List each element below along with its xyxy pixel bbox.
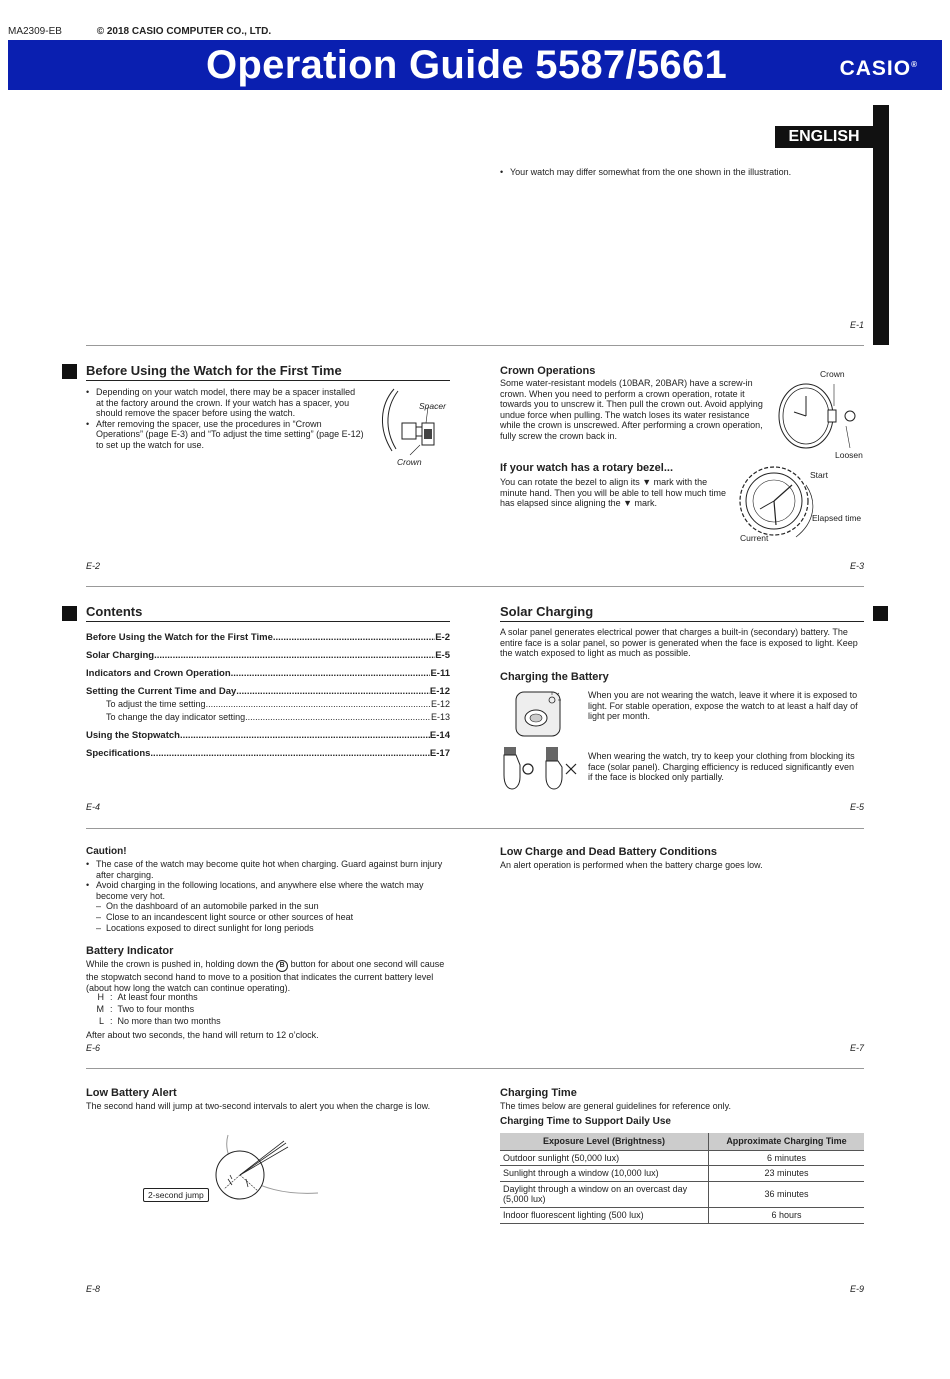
battery-level-row	[96, 992, 221, 1004]
battery-level-key: L	[98, 1016, 104, 1026]
battery-level-sep: :	[110, 1004, 113, 1014]
registered-mark: ®	[911, 60, 918, 69]
charging-text-1: When you are not wearing the watch, leave it where it is exposed to light. For stable operation, expose the watch to at least a half day of light per month.	[588, 690, 858, 722]
column-header: Exposure Level (Brightness)	[500, 1133, 709, 1150]
solar-charging-intro: A solar panel generates electrical power that charges a built-in (secondary) battery. The entire face is a solar panel, so power is generated when the face is exposed to light. Keep the watch exposed to light as much as possible.	[500, 627, 858, 659]
current-label: Current	[740, 533, 769, 543]
toc-leader	[150, 748, 430, 760]
two-second-jump-illustration	[210, 1133, 330, 1207]
battery-level-sep: :	[110, 992, 113, 1002]
charging-time-text: The times below are general guidelines for reference only.	[500, 1101, 731, 1111]
toc-entry[interactable]	[86, 748, 450, 760]
heading-battery-indicator: Battery Indicator	[86, 945, 174, 957]
table-row	[500, 1208, 864, 1224]
toc-entry-page: E-11	[430, 668, 450, 679]
section-marker	[62, 606, 77, 621]
battery-text-part: button for about one second will cause the stopwatch second hand to move to a position that indicates the current battery level (about how long the watch can continue operating).	[86, 959, 445, 993]
toc-entry-label: Solar Charging	[86, 650, 155, 661]
doc-id: MA2309-EB	[8, 26, 62, 37]
table-cell: Sunlight through a window (10,000 lux)	[500, 1166, 709, 1182]
toc-entry-page: E-5	[435, 650, 450, 661]
table-cell: Daylight through a window on an overcast day (5,000 lux)	[500, 1181, 709, 1207]
toc-subentry[interactable]	[86, 699, 450, 711]
heading-crown-operations: Crown Operations	[500, 365, 596, 377]
crown-label-e3: Crown	[820, 369, 845, 379]
divider	[86, 345, 864, 346]
section-marker	[62, 364, 77, 379]
toc-leader	[154, 650, 435, 662]
toc-entry-page: E-13	[430, 712, 450, 722]
toc-entry-page: E-12	[429, 686, 450, 697]
toc-entry-label: Indicators and Crown Operation	[86, 668, 231, 679]
copyright: © 2018 CASIO COMPUTER CO., LTD.	[96, 26, 272, 37]
battery-level-text: No more than two months	[117, 1016, 221, 1026]
illustration-note	[500, 167, 860, 178]
page-number-e3: E-3	[850, 561, 865, 571]
battery-level-row	[96, 1016, 221, 1028]
toc-entry[interactable]	[86, 730, 450, 742]
caution-bullet: • Avoid charging in the following locations, and anywhere else where the watch may become very hot.	[86, 880, 450, 901]
caution-list	[86, 859, 450, 901]
caution-location: – Locations exposed to direct sunlight for long periods	[96, 923, 450, 934]
low-battery-alert-text: The second hand will jump at two-second intervals to alert you when the charge is low.	[86, 1101, 431, 1111]
column-header: Approximate Charging Time	[709, 1133, 865, 1150]
caution-block	[86, 859, 450, 933]
heading-rotary-bezel: If your watch has a rotary bezel...	[500, 462, 673, 474]
toc-entry-label: To change the day indicator setting	[106, 712, 246, 722]
battery-return-text: After about two seconds, the hand will return to 12 o’clock.	[86, 1030, 319, 1040]
battery-level-text: Two to four months	[117, 1004, 195, 1014]
caution-location-list	[86, 901, 450, 933]
heading-daily-use: Charging Time to Support Daily Use	[500, 1116, 671, 1127]
before-using-list	[86, 387, 364, 451]
battery-level-key: H	[97, 992, 104, 1002]
table-cell: 36 minutes	[709, 1181, 865, 1207]
toc-entry-page: E-17	[429, 748, 450, 759]
page-number-e1: E-1	[850, 320, 865, 330]
battery-levels	[96, 992, 221, 1028]
toc-entry-label: Setting the Current Time and Day	[86, 686, 237, 697]
divider	[86, 586, 864, 587]
toc-entry[interactable]	[86, 686, 450, 698]
heading-before-using: Before Using the Watch for the First Time	[86, 363, 450, 381]
table-cell: 23 minutes	[709, 1166, 865, 1182]
charging-time-table	[500, 1133, 864, 1224]
heading-low-battery-alert: Low Battery Alert	[86, 1087, 177, 1099]
table-cell: Outdoor sunlight (50,000 lux)	[500, 1150, 709, 1166]
table-row	[500, 1150, 864, 1166]
illustration-note-text: • Your watch may differ somewhat from the one shown in the illustration.	[500, 167, 860, 178]
page-number-e7: E-7	[850, 1043, 865, 1053]
page-number-e6: E-6	[86, 1043, 101, 1053]
language-sidebar-bar	[873, 105, 889, 345]
section-marker	[873, 606, 888, 621]
rotary-bezel-text: You can rotate the bezel to align its ▼ mark with the minute hand. Then you will be able to tell how much time has elapsed since aligning the ▼ mark.	[500, 477, 726, 509]
page-number-e2: E-2	[86, 561, 101, 571]
table-row	[500, 1181, 864, 1207]
page-number-e5: E-5	[850, 802, 865, 812]
battery-indicator-text	[86, 959, 450, 993]
caution-location: – On the dashboard of an automobile parked in the sun	[96, 901, 450, 912]
table-of-contents	[86, 632, 450, 760]
before-using-bullet: • Depending on your watch model, there may be a spacer installed at the factory around the crown. If your watch has a spacer, you should remove the spacer before using the watch.	[86, 387, 364, 419]
low-charge-text: An alert operation is performed when the battery charge goes low.	[500, 860, 763, 870]
page-number-e9: E-9	[850, 1284, 865, 1294]
caution-heading: Caution!	[86, 846, 127, 857]
caution-bullet: • The case of the watch may become quite hot when charging. Guard against burn injury after charging.	[86, 859, 450, 880]
battery-level-sep: :	[110, 1016, 113, 1026]
toc-leader	[273, 632, 435, 644]
table-header-row	[500, 1133, 864, 1150]
toc-entry-page: E-12	[430, 699, 450, 709]
toc-entry-label: Before Using the Watch for the First Time	[86, 632, 273, 643]
spacer-label: Spacer	[419, 401, 446, 411]
table-cell: 6 hours	[709, 1208, 865, 1224]
table-cell: 6 minutes	[709, 1150, 865, 1166]
toc-entry[interactable]	[86, 650, 450, 662]
page-number-e4: E-4	[86, 802, 101, 812]
toc-leader	[245, 712, 431, 724]
crown-watch-illustration	[776, 376, 866, 456]
table-cell: Indoor fluorescent lighting (500 lux)	[500, 1208, 709, 1224]
toc-subentry[interactable]	[86, 712, 450, 724]
language-tab: ENGLISH	[775, 126, 873, 148]
casio-logo	[840, 57, 918, 82]
loosen-label: Loosen	[835, 450, 863, 460]
toc-leader	[231, 668, 431, 680]
casio-logo-text: CASIO	[839, 57, 912, 80]
toc-entry-page: E-2	[435, 632, 450, 643]
battery-text-part: While the crown is pushed in, holding down the	[86, 959, 274, 969]
heading-low-charge: Low Charge and Dead Battery Conditions	[500, 846, 717, 858]
toc-entry[interactable]	[86, 668, 450, 680]
elapsed-time-label: Elapsed time	[812, 513, 862, 523]
title-banner	[8, 40, 942, 90]
divider	[86, 828, 864, 829]
divider	[86, 1068, 864, 1069]
doc-header-line	[8, 26, 271, 38]
two-second-jump-callout: 2-second jump	[143, 1188, 209, 1202]
toc-entry-label: Specifications	[86, 748, 151, 759]
button-b-icon: B	[276, 960, 288, 972]
crown-label-e2: Crown	[397, 457, 422, 467]
before-using-bullet: • After removing the spacer, use the procedures in “Crown Operations” (page E-3) and “To adjust the time setting” (page E-12) to set up the watch for use.	[86, 419, 364, 451]
start-label: Start	[810, 470, 828, 480]
battery-level-key: M	[96, 1004, 104, 1014]
toc-leader	[236, 686, 430, 698]
document-title: Operation Guide 5587/5661	[206, 43, 728, 87]
sunlight-watch-icon	[514, 688, 566, 740]
toc-entry-page: E-14	[429, 730, 450, 741]
table-row	[500, 1166, 864, 1182]
crown-operations-text: Some water-resistant models (10BAR, 20BAR) have a screw-in crown. When you need to perform a crown operation, rotate it towards you to unscrew it. Then pull the crown out. Avoid applying undue force when pulling. The watch loses its water resistance while the crown is unscrewed. After performing a crown operation, fully screw the crown back in.	[500, 378, 763, 442]
caution-location: – Close to an incandescent light source or other sources of heat	[96, 912, 450, 923]
toc-leader	[206, 699, 431, 711]
battery-level-row	[96, 1004, 221, 1016]
battery-level-text: At least four months	[117, 992, 198, 1002]
heading-solar-charging: Solar Charging	[500, 604, 864, 622]
heading-contents: Contents	[86, 604, 450, 622]
page-number-e8: E-8	[86, 1284, 101, 1294]
charging-text-2: When wearing the watch, try to keep your clothing from blocking its face (solar panel). Charging efficiency is reduced significantly even if the face is blocked only partially.	[588, 751, 855, 783]
sleeve-blocking-icon	[498, 745, 582, 791]
heading-charging-battery: Charging the Battery	[500, 671, 609, 683]
toc-leader	[180, 730, 430, 742]
toc-entry[interactable]	[86, 632, 450, 644]
heading-charging-time: Charging Time	[500, 1087, 577, 1099]
toc-entry-label: Using the Stopwatch	[86, 730, 180, 741]
toc-entry-label: To adjust the time setting	[106, 699, 206, 709]
